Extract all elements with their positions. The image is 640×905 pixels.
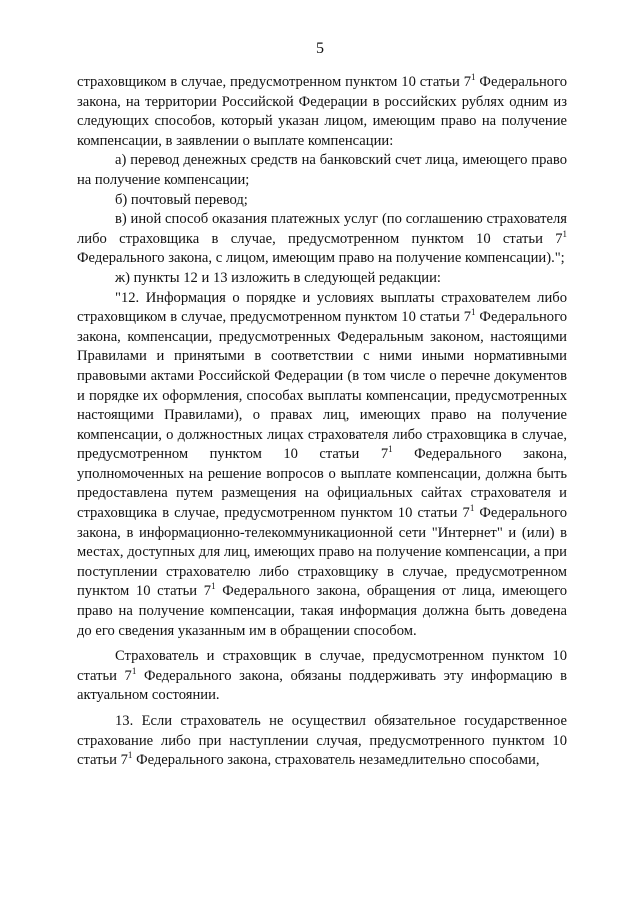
paragraph-point-12: "12. Информация о порядке и условиях выплаты страхователем либо страховщиком в случае, предусмотренном пунктом 10 статьи $7^1$ Федерального закона, компенсации, предусмотренных Федеральным законом, настоящими Правилами и принятыми в соответствии с ними иными нормативными правовыми актами Российской Федерации (в том числе о перечне документов и порядке их оформления, способах выплаты компенсации, предусмотренных настоящими Правилами), о правах лиц, имеющих право на получение компенсации, о должностных лицах страхователя либо страховщика в случае, предусмотренном пунктом 10 статьи $7^1$ Федерального закона, уполномоченных на решение вопросов о выплате компенсации, должна быть предоставлена путем размещения на официальных сайтах страхователя и страховщика в случае, предусмотренном пунктом 10 статьи $7^1$ Федерального закона, в информационно-телекоммуникационной сети "Интернет" и (или) в местах, доступных для лиц, имеющих право на получение компенсации, а при поступлении страхователю либо страховщику в случае, предусмотренном пунктом 10 статьи $7^1$ Федерального закона, обращения от лица, имеющего право на получение компенсации, такая информация должна быть доведена до его сведения указанным им в обращении способом. xyxy=(77,289,568,639)
paragraph-continuation: страховщиком в случае, предусмотренном пунктом 10 статьи $7^1$ Федерального закона, на территории Российской Федерации в российских рублях одним из следующих способов, который указан лицом, имеющим право на получение компенсации, в заявлении о выплате компенсации: xyxy=(77,72,568,149)
paragraph-point-13: 13. Если страхователь не осуществил обязательное государственное страхование либо при наступлении случая, предусмотренного пунктом 10 статьи $7^1$ Федерального закона, страхователь незамедлительно способами, xyxy=(77,713,567,769)
paragraph-item-a: а) перевод денежных средств на банковский счет лица, имеющего право на получение компенсации; xyxy=(77,152,567,188)
document-body xyxy=(77,73,567,771)
page-number: 5 xyxy=(316,40,324,57)
paragraph-item-zh: ж) пункты 12 и 13 изложить в следующей редакции: xyxy=(115,269,441,286)
paragraph-point-12-continued: Страхователь и страховщик в случае, предусмотренном пунктом 10 статьи $7^1$ Федерального закона, обязаны поддерживать эту информацию в актуальном состоянии. xyxy=(77,648,567,704)
paragraph-item-v: в) иной способ оказания платежных услуг (по соглашению страхователя либо страховщика в случае, предусмотренном пунктом 10 статьи $7^1$ Федерального закона, с лицом, имеющим право на получение компенсации)."; xyxy=(77,211,567,267)
paragraph-item-b: б) почтовый перевод; xyxy=(115,191,248,208)
